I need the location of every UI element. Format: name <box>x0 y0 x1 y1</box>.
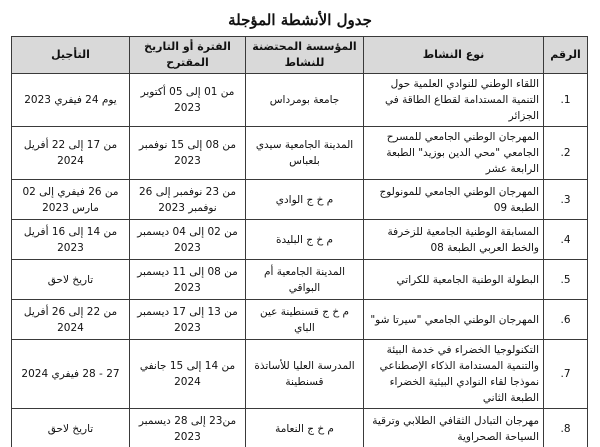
table-header-row <box>12 37 588 74</box>
cell-proposed-period: من23 إلى 28 ديسمبر 2023 <box>130 409 246 447</box>
cell-number: 3. <box>544 180 588 220</box>
cell-postponement: من 26 فيفري إلى 02 مارس 2023 <box>12 180 130 220</box>
cell-postponement: من 17 إلى 22 أفريل 2024 <box>12 127 130 180</box>
cell-host-institution: م خ ج الوادي <box>246 180 364 220</box>
cell-activity-type: مهرجان التبادل الثقافي الطلابي وترقية السياحة الصحراوية <box>364 409 544 447</box>
table-row <box>12 220 588 260</box>
table-row <box>12 340 588 409</box>
table-row <box>12 127 588 180</box>
cell-number: 7. <box>544 340 588 409</box>
cell-host-institution: المدينة الجامعية أم البواقي <box>246 260 364 300</box>
header-proposed-period: الفترة أو التاريخ المقترح <box>130 37 246 74</box>
cell-activity-type: المهرجان الوطني الجامعي للمونولوج الطبعة 09 <box>364 180 544 220</box>
cell-proposed-period: من 13 إلى 17 ديسمبر 2023 <box>130 300 246 340</box>
table-row <box>12 74 588 127</box>
cell-proposed-period: من 14 إلى 15 جانفي 2024 <box>130 340 246 409</box>
cell-number: 8. <box>544 409 588 447</box>
cell-number: 4. <box>544 220 588 260</box>
header-postponement: التأجيل <box>12 37 130 74</box>
table-row <box>12 260 588 300</box>
table-row <box>12 409 588 447</box>
cell-proposed-period: من 01 إلى 05 أكتوبر 2023 <box>130 74 246 127</box>
cell-activity-type: المهرجان الوطني الجامعي للمسرح الجامعي "محي الدين بوزيد" الطبعة الرابعة عشر <box>364 127 544 180</box>
cell-proposed-period: من 02 إلى 04 ديسمبر 2023 <box>130 220 246 260</box>
table-row <box>12 180 588 220</box>
cell-number: 1. <box>544 74 588 127</box>
table-row <box>12 300 588 340</box>
cell-activity-type: التكنولوجيا الخضراء في خدمة البيئة والتنمية المستدامة الذكاء الإصطناعي نموذجا لقاء النوادي البيئية الخضراء الطبعة الثاني <box>364 340 544 409</box>
cell-postponement: تاريخ لاحق <box>12 409 130 447</box>
cell-postponement: من 22 إلى 26 أفريل 2024 <box>12 300 130 340</box>
cell-postponement: 27 - 28 فيفري 2024 <box>12 340 130 409</box>
cell-host-institution: المدينة الجامعية سيدي بلعباس <box>246 127 364 180</box>
cell-host-institution: م خ ج قسنطينة عين الباي <box>246 300 364 340</box>
postponed-activities-table <box>11 36 588 447</box>
cell-number: 2. <box>544 127 588 180</box>
cell-postponement: من 14 إلى 16 أفريل 2023 <box>12 220 130 260</box>
cell-activity-type: المسابقة الوطنية الجامعية للزخرفة والخط العربي الطبعة 08 <box>364 220 544 260</box>
cell-postponement: تاريخ لاحق <box>12 260 130 300</box>
cell-proposed-period: من 23 نوفمبر إلى 26 نوفمبر 2023 <box>130 180 246 220</box>
cell-activity-type: المهرجان الوطني الجامعي "سيرتا شو" <box>364 300 544 340</box>
cell-number: 6. <box>544 300 588 340</box>
cell-activity-type: اللقاء الوطني للنوادي العلمية حول التنمية المستدامة لقطاع الطاقة في الجزائر <box>364 74 544 127</box>
cell-host-institution: م خ ج النعامة <box>246 409 364 447</box>
header-host-institution: المؤسسة المحتضنة للنشاط <box>246 37 364 74</box>
cell-postponement: يوم 24 فيفري 2023 <box>12 74 130 127</box>
cell-proposed-period: من 08 إلى 15 نوفمبر 2023 <box>130 127 246 180</box>
cell-host-institution: جامعة بومرداس <box>246 74 364 127</box>
cell-host-institution: م خ ج البليدة <box>246 220 364 260</box>
header-activity-type: نوع النشاط <box>364 37 544 74</box>
cell-proposed-period: من 08 إلى 11 ديسمبر 2023 <box>130 260 246 300</box>
cell-host-institution: المدرسة العليا للأساتذة قسنطينة <box>246 340 364 409</box>
page-title: جدول الأنشطة المؤجلة <box>228 11 372 29</box>
header-number: الرقم <box>544 37 588 74</box>
cell-activity-type: البطولة الوطنية الجامعية للكراتي <box>364 260 544 300</box>
cell-number: 5. <box>544 260 588 300</box>
